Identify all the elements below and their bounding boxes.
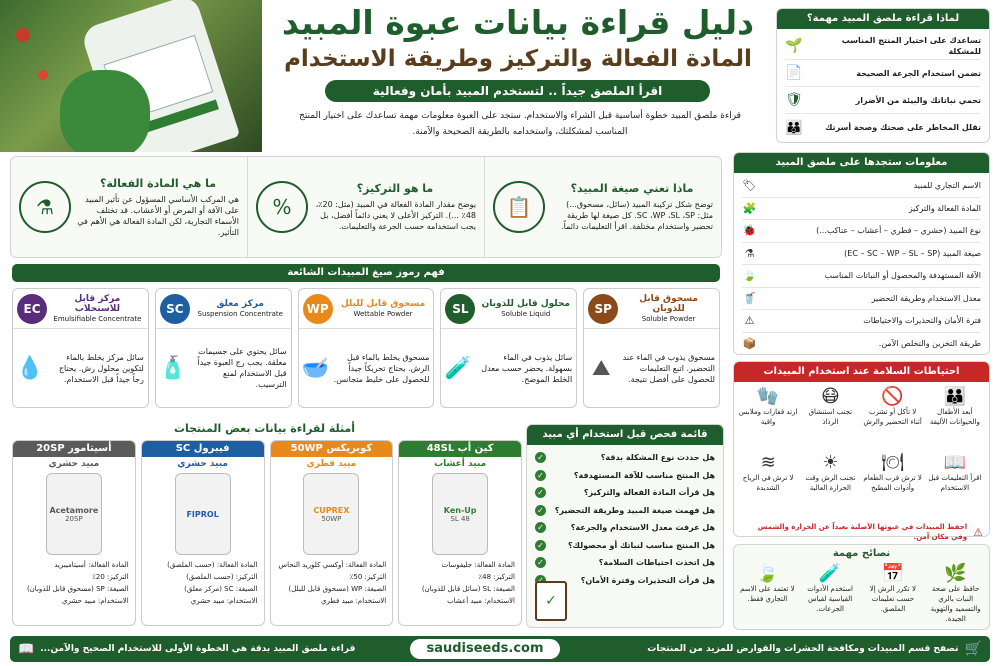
leaf-icon: 🍃: [742, 269, 757, 283]
example-line: الصيغة: SL (سائل قابل للذوبان): [421, 585, 515, 593]
footer-right-text: تصفح قسم المبيدات ومكافحة الحشرات والقوارض للمزيد من المنتجات: [647, 644, 959, 654]
info-title: ما هي المادة الفعالة؟: [99, 176, 217, 190]
safety-item: [738, 452, 798, 516]
example-line: الصيغة: WP (مسحوق قابل للبلل): [288, 585, 387, 593]
warning-icon: ⚠: [973, 525, 983, 539]
codes-row: [12, 288, 720, 408]
example-line: المادة الفعالة: جليفوسات: [441, 561, 515, 569]
label-info-item: [742, 288, 981, 311]
checklist-label: هل المنتج مناسب لنباتك أو محصولك؟: [568, 540, 715, 550]
safety-label: تجنب استنشاق الرذاذ: [808, 408, 853, 426]
example-card: [398, 440, 522, 626]
why-item: [785, 87, 981, 114]
hero-photo: [0, 0, 262, 152]
checklist-label: هل حددت نوع المشكلة بدقة؟: [600, 453, 715, 463]
tip-label: حافظ على صحة النبات بالري والتسميد والتهوية الجيدة.: [930, 585, 981, 623]
bottle-icon: 🧴: [159, 355, 187, 381]
check-icon: ✓: [535, 522, 546, 533]
label-info-item: [742, 175, 981, 198]
example-line: الاستخدام: مبيد حشري: [61, 597, 129, 605]
safety-title: احتياطات السلامة عند استخدام المبيدات: [734, 362, 989, 382]
powder-pile-icon: ⛰: [591, 355, 611, 381]
product-pack: [432, 473, 488, 555]
safety-label: اقرأ التعليمات قبل الاستخدام: [928, 474, 982, 492]
info-title: ماذا تعني صيغة المبيد؟: [570, 182, 694, 195]
check-icon: ✓: [535, 505, 546, 516]
checklist-list: [527, 445, 723, 593]
document-icon: 📄: [785, 65, 803, 81]
safety-item: [925, 452, 985, 516]
checklist-label: هل فهمت صيغة المبيد وطريقة التحضير؟: [554, 505, 715, 515]
checklist-label: هل قرأت التحذيرات وفترة الأمان؟: [580, 575, 715, 585]
why-item-label: تساعدك على اختيار المنتج المناسب للمشكلة: [841, 36, 981, 56]
example-type: مبيد أعشاب: [434, 459, 487, 469]
code-name-en: Wettable Powder: [353, 309, 413, 318]
tip-label: استخدم الأدوات القياسية لقياس الجرعات.: [807, 585, 853, 613]
flask-icon: ⚗: [744, 246, 755, 260]
code-name-ar: مركز قابل للاستحلاب: [74, 293, 121, 314]
label-info-box: [733, 152, 990, 355]
why-box: [776, 8, 990, 143]
percent-icon: %: [272, 195, 292, 219]
label-info-item: [742, 220, 981, 243]
checklist-item[interactable]: [535, 484, 715, 502]
safety-item: [738, 386, 798, 450]
tips-box: [733, 544, 990, 630]
checklist-item[interactable]: [535, 537, 715, 555]
safety-item: [863, 386, 923, 450]
footer-bar: [10, 636, 990, 662]
code-card: [298, 288, 435, 408]
example-line: التركيز: (حسب الملصق): [186, 573, 258, 581]
label-info-label: نوع المبيد (حشري – فطري – أعشاب – عناكب...): [816, 226, 981, 236]
safety-label: لا ترش قرب الطعام وأدوات المطبخ: [863, 474, 922, 492]
family-icon: 👪: [943, 386, 967, 407]
example-line: التركيز: 20٪: [92, 573, 129, 581]
checklist-label: هل قرأت المادة الفعالة والتركيز؟: [583, 488, 715, 498]
label-info-title: معلومات ستجدها على ملصق المبيد: [734, 153, 989, 173]
example-line: المادة الفعالة: أسيتاميبريد: [54, 561, 129, 569]
footer-left-text: قراءة ملصق المبيد بدقة هي الخطوة الأولى للاستخدام الصحيح والآمن...: [40, 644, 356, 654]
examples-row: [12, 440, 522, 626]
checklist-label: هل اتخذت احتياطات السلامة؟: [598, 558, 715, 568]
code-name-en: Emulsifiable Concentrate: [53, 314, 142, 323]
tagline-banner: اقرأ الملصق جيداً .. لتستخدم المبيد بأمان وفعالية: [325, 80, 710, 102]
tips-row: [734, 561, 989, 626]
safety-label: أبعد الأطفال والحيوانات الأليفة: [929, 408, 980, 426]
safety-label: لا ترش في الرياح الشديدة: [742, 474, 794, 492]
checklist-box: [526, 424, 724, 628]
tip-label: لا تكرر الرش إلا حسب تعليمات الملصق.: [869, 585, 916, 613]
label-info-label: معدل الاستخدام وطريقة التحضير: [871, 293, 981, 303]
label-info-label: فترة الأمان والتحذيرات والاحتياطات: [863, 316, 981, 326]
codes-title: فهم رموز صيغ المبيدات الشائعة: [12, 264, 720, 282]
code-badge: SL: [445, 294, 475, 324]
checklist-item[interactable]: [535, 554, 715, 572]
warning-icon: ⚠: [744, 314, 755, 328]
why-item-label: تقلل المخاطر على صحتك وصحة أسرتك: [825, 123, 981, 132]
formulation-icon: 📋: [506, 195, 532, 219]
label-info-label: الاسم التجاري للمبيد: [913, 181, 981, 191]
check-icon: ✓: [535, 452, 546, 463]
powder-bowl-icon: 🥣: [301, 355, 330, 381]
example-card: [141, 440, 265, 626]
wind-icon: ≋: [760, 452, 776, 473]
why-list: [777, 29, 989, 145]
label-info-item: [742, 243, 981, 266]
why-item: [785, 114, 981, 141]
example-line: المادة الفعالة: (حسب الملصق): [167, 561, 258, 569]
puzzle-icon: 🧩: [742, 201, 757, 215]
safety-item: [863, 452, 923, 516]
tip-item: [926, 563, 985, 624]
code-badge: SC: [160, 294, 190, 324]
calendar-icon: 📅: [881, 563, 905, 584]
product-pack: [46, 473, 102, 555]
checklist-item[interactable]: [535, 467, 715, 485]
info-column: [247, 157, 484, 257]
code-name-ar: مسحوق قابل للذوبان: [639, 293, 698, 314]
beaker-icon: 🧪: [444, 355, 473, 381]
checklist-item[interactable]: [535, 502, 715, 520]
label-info-item: [742, 333, 981, 356]
example-name: فيبرول SC: [142, 441, 264, 457]
example-name: أسيتامور 20SP: [13, 441, 135, 457]
example-type: مبيد حشري: [48, 459, 100, 469]
code-card: [12, 288, 149, 408]
example-card: [12, 440, 136, 626]
why-item: [785, 60, 981, 87]
page-subtitle: المادة الفعالة والتركيز وطريقة الاستخدام: [284, 46, 752, 72]
cart-icon: 🛒: [964, 641, 982, 657]
code-card: [155, 288, 292, 408]
pack-brand: Ken-Up: [443, 505, 477, 515]
pack-brand: FIPROL: [186, 509, 219, 519]
info-row: [10, 156, 722, 258]
example-card: [270, 440, 394, 626]
checklist-label: هل عرفت معدل الاستخدام والجرعة؟: [570, 523, 715, 533]
code-card: [440, 288, 577, 408]
code-desc: مسحوق يخلط بالماء قبل الرش. يحتاج تحريكاً جيداً للحصول على خليط متجانس.: [333, 352, 430, 384]
code-badge: WP: [303, 294, 333, 324]
code-desc: سائل مركز يخلط بالماء لتكوين محلول رش. يحتاج رجاً جيداً قبل الاستخدام.: [58, 352, 144, 384]
mask-icon: 😷: [821, 386, 840, 407]
sprout-icon: 🌿: [944, 563, 967, 584]
code-name-en: Soluble Powder: [641, 314, 696, 323]
check-icon: ✓: [535, 470, 546, 481]
label-info-item: [742, 198, 981, 221]
code-badge: EC: [17, 294, 47, 324]
sun-icon: ☀: [822, 452, 839, 473]
tip-label: لا تعتمد على الاسم التجاري فقط.: [740, 585, 795, 603]
label-info-list: [734, 173, 989, 357]
why-item: [785, 33, 981, 60]
info-column: [11, 157, 247, 257]
safety-item: [800, 452, 860, 516]
example-line: الصيغة: SP (مسحوق قابل للذوبان): [26, 585, 129, 593]
tag-icon: 🏷: [742, 179, 757, 193]
example-line: الاستخدام: مبيد أعشاب: [447, 597, 515, 605]
example-line: الصيغة: SC (مركز معلق): [184, 585, 258, 593]
label-info-item: [742, 265, 981, 288]
examples-title: أمثلة لقراءة بيانات بعض المنتجات: [173, 422, 356, 435]
check-icon: ✓: [535, 557, 546, 568]
code-name-en: Suspension Concentrate: [197, 309, 283, 318]
code-name-ar: محلول قابل للذوبان: [481, 298, 571, 309]
safety-box: [733, 361, 990, 541]
why-item-label: تضمن استخدام الجرعة الصحيحة: [856, 68, 981, 78]
safety-grid: [734, 382, 989, 520]
example-type: مبيد فطري: [306, 459, 357, 469]
checklist-title: قائمة فحص قبل استخدام أي مبيد: [527, 425, 723, 445]
food-icon: 🍽: [881, 452, 905, 473]
shield-icon: 🛡: [785, 92, 803, 108]
pack-brand: Acetamore: [49, 505, 99, 515]
why-item-label: تحمي نباتاتك والبيئة من الأضرار: [855, 95, 981, 105]
book-icon: 📖: [943, 452, 967, 473]
site-link[interactable]: saudiseeds.com: [410, 639, 560, 659]
check-icon: ✓: [535, 487, 546, 498]
info-column: [484, 157, 721, 257]
label-info-label: الآفة المستهدفة والمحصول أو النباتات المناسب: [824, 271, 981, 281]
code-desc: سائل يذوب في الماء بسهولة. يحضر حسب معدل الخلط الموضح.: [481, 352, 573, 384]
tips-title: نصائح مهمة: [832, 548, 891, 559]
page-title: دليل قراءة بيانات عبوة المبيد: [281, 3, 755, 42]
label-info-item: [742, 310, 981, 333]
leaf-icon: 🍃: [756, 563, 779, 584]
cup-icon: 🥤: [742, 291, 757, 305]
check-icon: ✓: [535, 540, 546, 551]
book-icon: 📖: [18, 641, 35, 657]
code-name-ar: مركز معلق: [216, 298, 264, 309]
bug-icon: 🐞: [742, 224, 757, 238]
example-line: الاستخدام: مبيد حشري: [190, 597, 258, 605]
info-text: يوضح مقدار المادة الفعالة في المبيد (مثل: 20٪، 48٪ ...). التركيز الأعلى لا يعني دائماً أفضل، بل يجب استخدامه حسب الجرعة والتعليمات.: [315, 200, 476, 231]
pack-brand: CUPREX: [313, 505, 350, 515]
safety-label: ارتد قفازات وملابس واقية: [738, 408, 798, 426]
pack-sub: 50WP: [321, 514, 342, 523]
safety-label: لا تأكل أو تشرب أثناء التحضير والرش: [863, 408, 922, 426]
family-icon: 👪: [785, 119, 803, 136]
box-icon: 📦: [742, 337, 757, 351]
glove-icon: 🧤: [756, 386, 780, 407]
flask-icon: ⚗: [36, 195, 54, 219]
product-pack: [303, 473, 359, 555]
no-eat-icon: 🚫: [881, 386, 904, 407]
checklist-label: هل المنتج مناسب للآفة المستهدفة؟: [573, 470, 715, 480]
info-text: توضح شكل تركيبة المبيد (سائل، مسحوق...) مثل: SC ،WP ،SL ،SP. كل صيغة لها طريقة تحضير واستخدام مختلفة. اقرأ التعليمات دائماً.: [561, 200, 713, 231]
example-name: كين أب 48SL: [399, 441, 521, 457]
label-info-label: طريقة التخزين والتخلص الآمن.: [878, 339, 981, 349]
clipboard-icon: ✓: [535, 581, 567, 621]
tip-item: [864, 563, 923, 624]
example-line: التركيز: 50٪: [349, 573, 387, 581]
pack-sub: 48 SL: [450, 514, 470, 523]
safety-item: [925, 386, 985, 450]
code-name-en: Soluble Liquid: [501, 309, 551, 318]
label-info-label: صيغة المبيد (EC – SC – WP – SL – SP): [844, 248, 981, 258]
plant-icon: 🌱: [785, 38, 803, 54]
label-info-label: المادة الفعالة والتركيز: [908, 203, 981, 213]
info-title: ما هو التركيز؟: [356, 182, 434, 195]
checklist-item[interactable]: [535, 519, 715, 537]
example-type: مبيد حشري: [177, 459, 228, 469]
code-desc: سائل يحتوي على جسيمات معلقة. يجب رج العبوة جيداً قبل الاستخدام لمنع الترسيب.: [197, 347, 287, 389]
measure-cup-icon: 🧪: [818, 563, 842, 584]
code-name-ar: مسحوق قابل للبلل: [340, 298, 426, 309]
checklist-item[interactable]: [535, 449, 715, 467]
example-line: الاستخدام: مبيد فطري: [320, 597, 387, 605]
pack-sub: 20SP: [65, 514, 83, 523]
example-name: كوبريكس 50WP: [271, 441, 393, 457]
safety-note: احفظ المبيدات في عبوتها الأصلية بعيداً عن الحرارة والشمس وفي مكان آمن.: [757, 523, 968, 541]
code-badge: SP: [588, 294, 618, 324]
tip-item: [801, 563, 860, 624]
product-pack: [175, 473, 231, 555]
example-line: التركيز: 48٪: [478, 573, 515, 581]
drop-icon: 💧: [16, 355, 44, 381]
intro-text: قراءة ملصق المبيد خطوة أساسية قبل الشراء والاستخدام. ستجد على العبوة معلومات مهمة تساعدك على اختيار المنتج المناسب لمشكلتك، واستخدامه بالطريقة الصحيحة والآمنة.: [299, 111, 741, 137]
code-desc: مسحوق يذوب في الماء عند التحضير. اتبع التعليمات للحصول على أفضل نتيجة.: [622, 352, 715, 384]
code-card: [583, 288, 720, 408]
safety-item: [800, 386, 860, 450]
safety-label: تجنب الرش وقت الحرارة العالية: [805, 474, 856, 492]
tip-item: [738, 563, 797, 624]
why-title: لماذا قراءة ملصق المبيد مهمة؟: [777, 9, 989, 29]
example-line: المادة الفعالة: أوكسي كلوريد النحاس: [278, 561, 387, 569]
info-text: هي المركب الأساسي المسؤول عن تأثير المبيد على الآفة أو المرض أو الأعشاب. قد تختلف الأسماء التجارية، لكن المادة الفعالة هي الأهم في التأثير.: [77, 194, 239, 237]
